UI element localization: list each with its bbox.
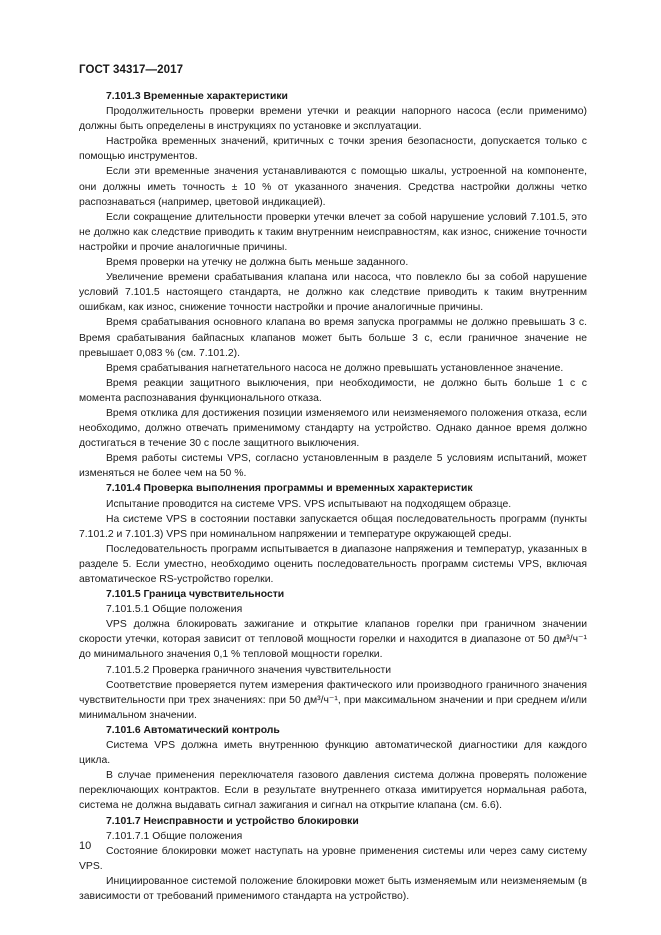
section-heading: 7.101.7 Неисправности и устройство блокировки	[106, 815, 359, 827]
paragraph: Если эти временные значения устанавливаются с помощью шкалы, устроенной на компоненте, они должны иметь точность ± 10 % от указанного значения. Средства настройки должны четко распознаваться (например, цветовой индикацией).	[79, 166, 587, 208]
section-heading: 7.101.4 Проверка выполнения программы и временных характеристик	[106, 483, 473, 495]
subsection-title: 7.101.7.1 Общие положения	[106, 830, 243, 842]
paragraph: Продолжительность проверки времени утечки и реакции напорного насоса (если применимо) должны быть определены в инструкциях по установке и эксплуатации.	[79, 106, 587, 133]
paragraph: VPS должна блокировать зажигание и открытие клапанов горелки при граничном значении скорости утечки, которая зависит от тепловой мощности горелки и находится в диапазоне от 50 дм³/ч⁻¹ до минимального значения 0,1 % тепловой мощности горелки.	[79, 619, 587, 661]
paragraph: В случае применения переключателя газового давления система должна проверять положение переключающих контрактов. Если в результате внутреннего отказа имитируется нормальная работа, система не должна выдавать сигнал зажигания и сигнал на открытие клапана (см. 6.6).	[79, 770, 587, 812]
paragraph: Время срабатывания нагнетательного насоса не должно превышать установленное значение.	[106, 362, 564, 374]
document-body	[79, 89, 587, 904]
document-code-header: ГОСТ 34317—2017	[79, 64, 184, 76]
section-heading: 7.101.5 Граница чувствительности	[106, 589, 285, 601]
paragraph: Последовательность программ испытывается в диапазоне напряжения и температур, указанных в разделе 5. Если уместно, необходимо оценить последовательность программ системы VPS, включая автоматическое RS-устройство горелки.	[79, 543, 587, 585]
paragraph: Испытание проводится на системе VPS. VPS испытывают на подходящем образце.	[106, 498, 512, 510]
subsection-title: 7.101.5.2 Проверка граничного значения чувствительности	[106, 664, 392, 676]
paragraph: Соответствие проверяется путем измерения фактического или производного граничного значения чувствительности при трех значениях: при 50 дм³/ч⁻¹, при максимальном значении и при среднем и/или минимальном значении.	[79, 679, 587, 721]
paragraph: Время отклика для достижения позиции изменяемого или неизменяемого положения отказа, если необходимо, должно отвечать применимому стандарту на устройство. Однако данное время должно достигаться в течение 30 с после защитного выключения.	[79, 407, 587, 450]
section-heading: 7.101.6 Автоматический контроль	[106, 724, 280, 736]
paragraph: Система VPS должна иметь внутреннюю функцию автоматической диагностики для каждого цикла.	[79, 740, 587, 767]
paragraph: Время реакции защитного выключения, при необходимости, не должно быть больше 1 с с момента распознавания функционального отказа.	[79, 377, 587, 404]
paragraph: Инициированное системой положение блокировки может быть изменяемым или неизменяемым (в зависимости от требований применимого стандарта на устройство).	[79, 875, 587, 902]
page-number: 10	[79, 840, 92, 852]
paragraph: Время проверки на утечку не должна быть меньше заданного.	[106, 257, 409, 269]
paragraph: Время работы системы VPS, согласно установленным в разделе 5 условиям испытаний, может изменяться не более чем на 50 %.	[79, 453, 587, 480]
paragraph: Если сокращение длительности проверки утечки влечет за собой нарушение условий 7.101.5, это не должно как следствие приводить к таким внутренним неисправностям, как износ, снижение точности настройки и прочие аналогичные причины.	[79, 211, 587, 253]
subsection-title: 7.101.5.1 Общие положения	[106, 604, 243, 616]
paragraph: Увеличение времени срабатывания клапана или насоса, что повлекло бы за собой нарушение условий 7.101.5 настоящего стандарта, не должно как следствие приводить к таким внутренним ошибкам, как износ, снижение точности настройки и прочие аналогичные причины.	[79, 272, 587, 314]
paragraph: На системе VPS в состоянии поставки запускается общая последовательность программ (пункты 7.101.2 и 7.101.3) VPS при номинальном напряжении и температуре окружающей среды.	[79, 513, 587, 540]
paragraph: Настройка временных значений, критичных с точки зрения безопасности, допускается только с помощью инструментов.	[79, 136, 587, 163]
paragraph: Состояние блокировки может наступать на уровне применения системы или через саму систему VPS.	[79, 845, 587, 872]
paragraph: Время срабатывания основного клапана во время запуска программы не должно превышать 3 с. Время срабатывания байпасных клапанов может быть больше 3 с, если граничное значение не превышает 0,083 % (см. 7.101.2).	[79, 317, 587, 359]
section-heading: 7.101.3 Временные характеристики	[106, 91, 288, 102]
